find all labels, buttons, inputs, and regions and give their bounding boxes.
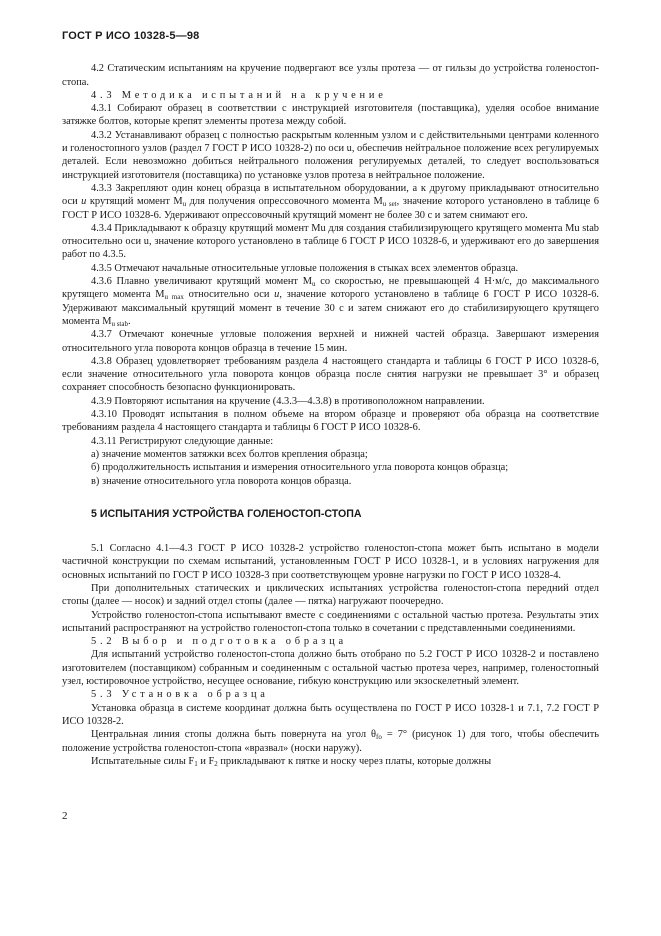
page-number: 2 <box>62 810 68 822</box>
paragraph-4-3-10: 4.3.10 Проводят испытания в полном объеме на втором образце и проверяют оба образца на соответствие требованиям раздела 4 настоящего стандарта и таблицы 6 ГОСТ Р ИСО 10328-6. <box>62 409 599 434</box>
section-5-heading: 5 ИСПЫТАНИЯ УСТРОЙСТВА ГОЛЕНОСТОП-СТОПА <box>91 507 362 520</box>
paragraph-4-3-8: 4.3.8 Образец удовлетворяет требованиям раздела 4 настоящего стандарта и таблицы 6 ГОСТ Р ИСО 10328-6, если значение относительного угла поворота концов образца после снятия нагрузки не превышает 3° и образец сохраняет способность безопасно функционировать. <box>62 355 599 394</box>
heading-5-2: 5.2 Выбор и подготовка образца <box>91 636 347 648</box>
heading-5-3: 5.3 Установка образца <box>91 689 269 701</box>
paragraph-4-3-2: 4.3.2 Устанавливают образец с полностью раскрытым коленным узлом и с действительными центрами коленного и голеностопного узлов (раздел 7 ГОСТ Р ИСО 10328-2) по оси u, обеспечив нейтральное положение всех регулируемых деталей. Если невозможно добиться нейтрального положения регулируемых деталей, то следует воспользоваться инструкцией изготовителя (поставщика) по установке узлов протеза в нейтральное положение. <box>62 129 599 181</box>
list-item-a: а) значение моментов затяжки всех болтов крепления образца; <box>91 448 368 460</box>
paragraph-4-2: 4.2 Статическим испытаниям на кручение подвергают все узлы протеза — от гильзы до устройства голеностоп-стопа. <box>62 63 599 88</box>
list-item-c: в) значение относительного угла поворота концов образца. <box>91 475 352 487</box>
paragraph-4-3-3: 4.3.3 Закрепляют один конец образца в испытательном оборудовании, а к другому прикладывают относительно оси u крутящий момент $M_u$ для получения опрессовочного момента $M_{u set}$, значение которого установлено в таблице 6 ГОСТ Р ИСО 10328-6. Удерживают опрессовочный крутящий момент не более 30 с и затем снимают его. <box>62 182 599 221</box>
paragraph-4-3-5: 4.3.5 Отмечают начальные относительные угловые положения в стыках всех элементов образца. <box>91 262 519 274</box>
paragraph-5-3-c: Испытательные силы $F_1$ и $F_2$ прикладывают к пятке и носку через платы, которые должны <box>91 755 492 768</box>
paragraph-5-3-a: Установка образца в системе координат должна быть осуществлена по ГОСТ Р ИСО 10328-1 и 7.1, 7.2 ГОСТ Р ИСО 10328-2. <box>62 702 599 727</box>
heading-4-3: 4.3 Методика испытаний на кручение <box>91 89 387 101</box>
paragraph-4-3-9: 4.3.9 Повторяют испытания на кручение (4.3.3—4.3.8) в противоположном направлении. <box>91 395 485 407</box>
paragraph-5-1: 5.1 Согласно 4.1—4.3 ГОСТ Р ИСО 10328-2 устройство голеностоп-стопа может быть испытано в модели частичной конструкции по схемам испытаний, установленным ГОСТ Р ИСО 10328-1, и в условиях нагружения для основных испытаний по ГОСТ Р ИСО 10328-3 при соответствующем уровне нагрузки по ГОСТ Р ИСО 10328-4. <box>62 543 599 581</box>
paragraph-5-3-b: Центральная линия стопы должна быть повернута на угол $\theta_{fo} = 7^\circ$ (рисунок 1) для того, чтобы обеспечить положение устройства голеностоп-стопа «вразвал» (носки наружу). <box>62 729 599 754</box>
paragraph-4-3-1: 4.3.1 Собирают образец в соответствии с инструкцией изготовителя (поставщика), уделяя особое внимание затяжке болтов, которые крепят элементы протеза между собой. <box>62 103 599 128</box>
paragraph-5-1-additional: При дополнительных статических и циклических испытаниях устройства голеностоп-стопа передний отдел стопы (далее — носок) и задний отдел стопы (далее — пятка) нагружают поочередно. <box>62 582 599 608</box>
paragraph-4-3-6: 4.3.6 Плавно увеличивают крутящий момент $M_u$ со скоростью, не превышающей 4 Н·м/с, до максимального крутящего момента $M_{u max}$ относительно оси u, значение которого установлено в таблице 6 ГОСТ Р ИСО 10328-6. Удерживают максимальный крутящий момент в течение 30 с и затем снижают его до стабилизирующего крутящего момента $M_{u stab}$. <box>62 276 600 328</box>
paragraph-4-3-4: 4.3.4 Прикладывают к образцу крутящий момент Mu для создания стабилизирующего крутящего момента Mu stab относительно оси u, значение которого установлено в таблице 6 ГОСТ Р ИСО 10328-6, и удерживают его до завершения работ по 4.3.5. <box>62 222 599 261</box>
document-header: ГОСТ Р ИСО 10328-5—98 <box>62 30 200 42</box>
paragraph-4-3-11: 4.3.11 Регистрируют следующие данные: <box>91 435 274 447</box>
paragraph-5-1-connections: Устройство голеностоп-стопа испытывают вместе с соединениями с остальной частью протеза. Результаты этих испытаний распространяют на устройство голеностоп-стопа только в сочетании с представленными соединениями. <box>62 609 599 634</box>
paragraph-4-3-7: 4.3.7 Отмечают конечные угловые положения верхней и нижней частей образца. Завершают измерения относительного угла поворота концов образца в течение 15 мин. <box>62 329 599 354</box>
paragraph-5-2: Для испытаний устройство голеностоп-стопа должно быть отобрано по 5.2 ГОСТ Р ИСО 10328-2 и поставлено изготовителем (поставщиком) собранным и соединенным с остальной частью протеза через, например, голеностопный узел, юстировочное устройство, несущее основание, гибкую конструкцию или экзоскелетный элемент. <box>62 649 599 688</box>
list-item-b: б) продолжительность испытания и измерения относительного угла поворота концов образца; <box>91 462 509 474</box>
